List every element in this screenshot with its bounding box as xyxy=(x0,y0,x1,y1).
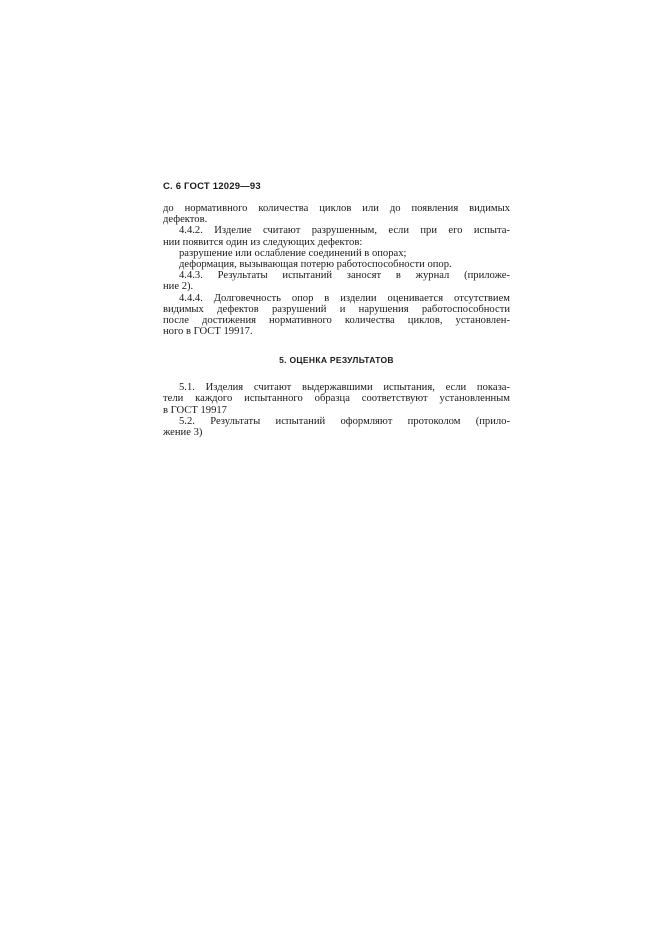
paragraph-defect-1 xyxy=(163,248,510,259)
text-line: деформация, вызывающая потерю работоспособности опор. xyxy=(179,258,452,270)
document-page xyxy=(163,181,510,438)
paragraph-4-4-3 xyxy=(163,270,510,292)
text-line: после достижения нормативного количества циклов, установлен- xyxy=(163,314,510,326)
text-line: ние 2). xyxy=(163,281,194,293)
text-line: 5.1. Изделия считают выдержавшими испытания, если показа- xyxy=(179,382,510,394)
text-line: тели каждого испытанного образца соответствуют установленным xyxy=(163,393,510,405)
page-header: С. 6 ГОСТ 12029—93 xyxy=(163,181,261,192)
paragraph-5-1 xyxy=(163,382,510,416)
text-line: разрушение или ослабление соединений в опорах; xyxy=(179,247,407,259)
text-line: до нормативного количества циклов или до появления видимых xyxy=(163,203,510,214)
text-line: нии появится один из следующих дефектов: xyxy=(163,236,363,248)
text-line: жение 3) xyxy=(163,427,203,438)
paragraph-5-2 xyxy=(163,416,510,438)
paragraph-4-4-2 xyxy=(163,225,510,247)
text-line: 4.4.3. Результаты испытаний заносят в журнал (приложе- xyxy=(179,270,510,282)
section-title: 5. ОЦЕНКА РЕЗУЛЬТАТОВ xyxy=(279,355,394,366)
paragraph-4-4-4 xyxy=(163,293,510,338)
paragraph-continuation xyxy=(163,203,510,225)
text-line: видимых дефектов разрушений и нарушения работоспособности xyxy=(163,303,510,315)
text-line: 5.2. Результаты испытаний оформляют протоколом (прило- xyxy=(179,415,510,427)
text-line: ного в ГОСТ 19917. xyxy=(163,326,253,338)
text-line: дефектов. xyxy=(163,214,208,226)
text-line: 4.4.4. Долговечность опор в изделии оценивается отсутствием xyxy=(179,292,510,304)
paragraph-defect-2 xyxy=(163,259,510,270)
text-line: в ГОСТ 19917 xyxy=(163,404,227,416)
text-line: 4.4.2. Изделие считают разрушенным, если при его испыта- xyxy=(179,225,510,237)
